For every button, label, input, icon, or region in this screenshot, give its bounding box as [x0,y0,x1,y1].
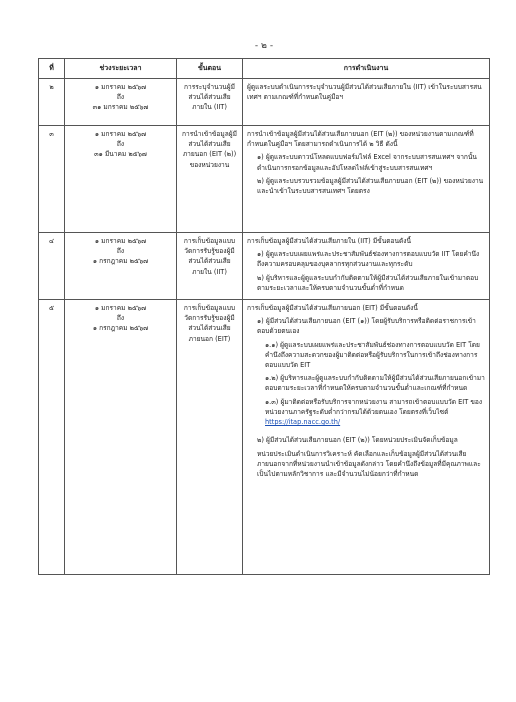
action-paragraph: ๒) ผู้มีส่วนได้ส่วนเสียภายนอก (EIT (๒)) โดยหน่วยประเมินจัดเก็บข้อมูล [257,436,458,445]
row-no: ๒ [39,78,65,125]
period-to: ถึง [116,140,125,149]
period-start: ๑ มกราคม ๒๕๖๗ [94,236,147,245]
period-end: ๓๑ มีนาคม ๒๕๖๗ [94,150,147,159]
action-paragraph: ๑) ผู้ดูแลระบบเผยแพร่และประชาสัมพันธ์ช่องทางการตอบแบบวัด IIT โดยคำนึงถึงความครอบคลุมของบุคลากรทุกส่วนงานและทุกระดับ [257,250,480,269]
schedule-table [38,58,490,575]
period-to: ถึง [116,247,125,256]
row-period [65,299,177,574]
action-paragraph: ๑) ผู้ดูแลระบบดาวน์โหลดแบบฟอร์มไฟล์ Excel จากระบบสารสนเทศฯ จากนั้นดำเนินการกรอกข้อมูลและอัปโหลดไฟล์เข้าสู่ระบบสารสนเทศฯ [257,153,477,172]
action-paragraph: การเก็บข้อมูลผู้มีส่วนได้ส่วนเสียภายใน (IIT) มีขั้นตอนดังนี้ [247,236,411,245]
row-no: ๓ [39,125,65,232]
table-row [39,232,490,299]
period-start: ๑ มกราคม ๒๕๖๗ [94,303,147,312]
header-period: ช่วงระยะเวลา [65,59,177,79]
header-no: ที่ [39,59,65,79]
action-paragraph: ๒) ผู้บริหารและผู้ดูแลระบบกำกับติดตามให้ผู้มีส่วนได้ส่วนเสียภายในเข้ามาตอบตามระยะเวลาและให้ครบตามจำนวนขั้นต่ำที่กำหนด [257,273,479,292]
table-header-row [39,59,490,79]
action-paragraph: ๑.๒) ผู้บริหารและผู้ดูแลระบบกำกับติดตามให้ผู้มีส่วนได้ส่วนเสียภายนอกเข้ามาตอบตามระยะเวลาที่กำหนดให้ครบตามจำนวนขั้นต่ำและเกณฑ์ที่กำหนด [265,374,485,393]
row-step: การเก็บข้อมูลแบบวัดการรับรู้ของผู้มีส่วนได้ส่วนเสียภายนอก (EIT) [177,299,243,574]
header-action: การดำเนินงาน [243,59,490,79]
period-end: ๓๑ มกราคม ๒๕๖๗ [92,103,149,112]
row-action [243,78,490,125]
row-step: การระบุจำนวนผู้มีส่วนได้ส่วนเสียภายใน (IIT) [177,78,243,125]
row-period [65,232,177,299]
action-paragraph: ๒) ผู้ดูแลระบบรวบรวมข้อมูลผู้มีส่วนได้ส่วนเสียภายนอก (EIT (๒)) ของหน่วยงาน และนำเข้าในระบบสารสนเทศฯ โดยตรง [257,176,484,195]
period-start: ๑ มกราคม ๒๕๖๗ [94,129,147,138]
period-end: ๑ กรกฎาคม ๒๕๖๗ [92,324,149,333]
action-paragraph: การเก็บข้อมูลผู้มีส่วนได้ส่วนเสียภายนอก (EIT) มีขั้นตอนดังนี้ [247,303,418,312]
table-row [39,78,490,125]
header-step: ขั้นตอน [177,59,243,79]
action-paragraph: ๑) ผู้มีส่วนได้ส่วนเสียภายนอก (EIT (๑)) โดยผู้รับบริการหรือติดต่อราชการเข้าตอบด้วยตนเอง [257,317,476,336]
period-to: ถึง [116,93,125,102]
period-start: ๑ มกราคม ๒๕๖๗ [94,82,147,91]
row-no: ๔ [39,232,65,299]
action-paragraph: การนำเข้าข้อมูลผู้มีส่วนได้ส่วนเสียภายนอก (EIT (๒)) ของหน่วยงานตามเกณฑ์ที่กำหนดในคู่มือฯ โดยสามารถดำเนินการได้ ๒ วิธี ดังนี้ [247,129,474,149]
period-end: ๑ กรกฎาคม ๒๕๖๗ [92,257,149,266]
itap-website-link[interactable]: https://itap.nacc.go.th/ [265,418,341,427]
row-period [65,78,177,125]
page-number: - ๒ - [254,41,274,51]
action-text: ๑.๓) ผู้มาติดต่อหรือรับบริการจากหน่วยงาน สามารถเข้าตอบแบบวัด EIT ของหน่วยงานภาครัฐระดับต่ำกว่ากรมได้ด้วยตนเอง โดยตรงที่เว็บไซต์ [265,397,483,416]
action-paragraph: ๑.๑) ผู้ดูแลระบบเผยแพร่และประชาสัมพันธ์ช่องทางการตอบแบบวัด EIT โดยคำนึงถึงความสะดวกของผู้มาติดต่อหรือผู้รับบริการในการเข้าถึงช่องทางการตอบแบบวัด EIT [265,340,480,370]
row-step: การเก็บข้อมูลแบบวัดการรับรู้ของผู้มีส่วนได้ส่วนเสียภายใน (IIT) [177,232,243,299]
row-action [243,299,490,574]
row-step: การนำเข้าข้อมูลผู้มีส่วนได้ส่วนเสียภายนอก (EIT (๒)) ของหน่วยงาน [177,125,243,232]
action-paragraph [247,397,485,428]
row-period [65,125,177,232]
table-row [39,299,490,574]
row-action [243,125,490,232]
table-row [39,125,490,232]
row-action [243,232,490,299]
action-paragraph: ผู้ดูแลระบบดำเนินการระบุจำนวนผู้มีส่วนได้ส่วนเสียภายใน (IIT) เข้าในระบบสารสนเทศฯ ตามเกณฑ์ที่กำหนดในคู่มือฯ [247,82,482,102]
action-paragraph: หน่วยประเมินดำเนินการวิเคราะห์ คัดเลือกและเก็บข้อมูลผู้มีส่วนได้ส่วนเสียภายนอกจากที่หน่วยงานนำเข้าข้อมูลดังกล่าว โดยคำนึงถึงข้อมูลที่มีคุณภาพและเป็นไปตามหลักวิชาการ และมีจำนวนไม่น้อยกว่าที่กำหนด [257,449,481,478]
period-to: ถึง [116,314,125,323]
row-no: ๕ [39,299,65,574]
